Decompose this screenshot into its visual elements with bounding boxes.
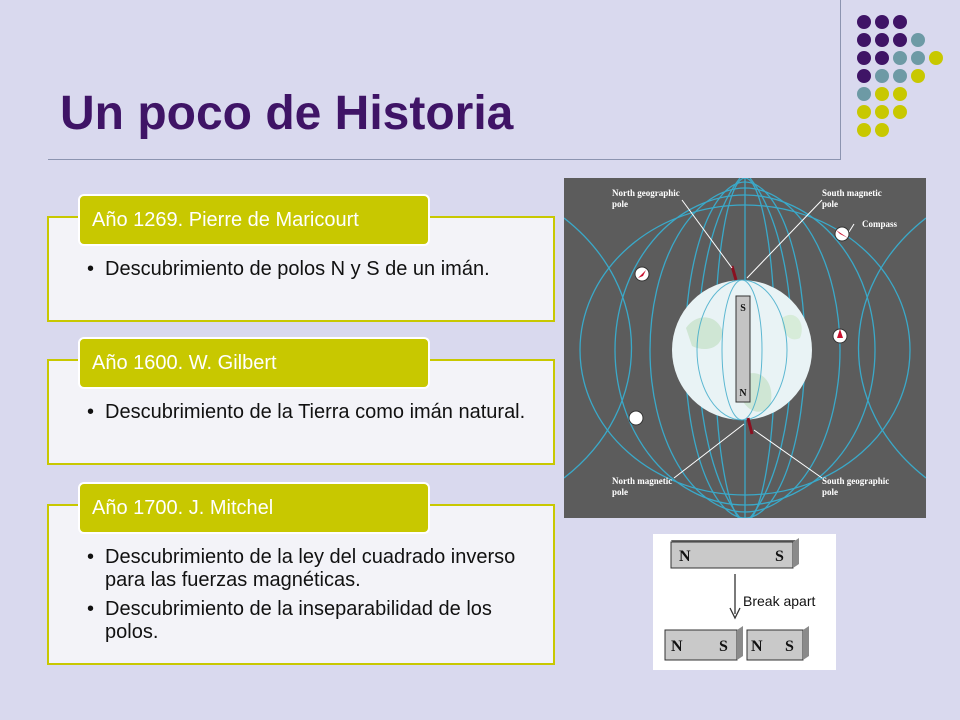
decorative-dot-grid [846, 8, 956, 138]
year-tag-1600: Año 1600. W. Gilbert [78, 337, 430, 389]
bullet-list [77, 401, 535, 430]
label-north-magnetic: North magnetic [612, 476, 673, 486]
magnet-top-n: N [679, 548, 691, 565]
magnet-left-s: S [719, 638, 728, 655]
magnet-left-n: N [671, 638, 683, 655]
label-south-magnetic: South magnetic [822, 188, 882, 198]
label-south-geographic-pole: pole [822, 487, 839, 497]
label-north-geographic: North geographic [612, 188, 680, 198]
label-south-magnetic-pole: pole [822, 199, 839, 209]
label-north-magnetic-pole: pole [612, 487, 629, 497]
earth-magnetic-field-figure [564, 178, 926, 518]
label-north-geographic-pole: pole [612, 199, 629, 209]
title-horizontal-rule [48, 159, 840, 160]
bullet-list [77, 258, 535, 287]
break-apart-label: Break apart [743, 593, 816, 609]
broken-magnet-figure [653, 534, 836, 670]
magnet-right-s: S [785, 638, 794, 655]
title-vertical-rule [840, 0, 841, 160]
magnet-right-n: N [751, 638, 763, 655]
label-south-geographic: South geographic [822, 476, 890, 486]
bullet-list [77, 546, 535, 650]
bar-label-n: N [739, 388, 747, 399]
bar-label-s: S [740, 303, 746, 314]
slide-title: Un poco de Historia [60, 87, 514, 140]
label-compass: Compass [862, 219, 898, 229]
bullet-item: • Descubrimiento de la Tierra como imán natural. [77, 401, 535, 424]
bullet-item: • Descubrimiento de la ley del cuadrado inverso para las fuerzas magnéticas. [77, 546, 535, 592]
bullet-item: • Descubrimiento de polos N y S de un imán. [77, 258, 535, 281]
bullet-item: • Descubrimiento de la inseparabilidad de los polos. [77, 598, 535, 644]
year-tag-1700: Año 1700. J. Mitchel [78, 482, 430, 534]
year-tag-1269: Año 1269. Pierre de Maricourt [78, 194, 430, 246]
magnet-top-s: S [775, 548, 784, 565]
